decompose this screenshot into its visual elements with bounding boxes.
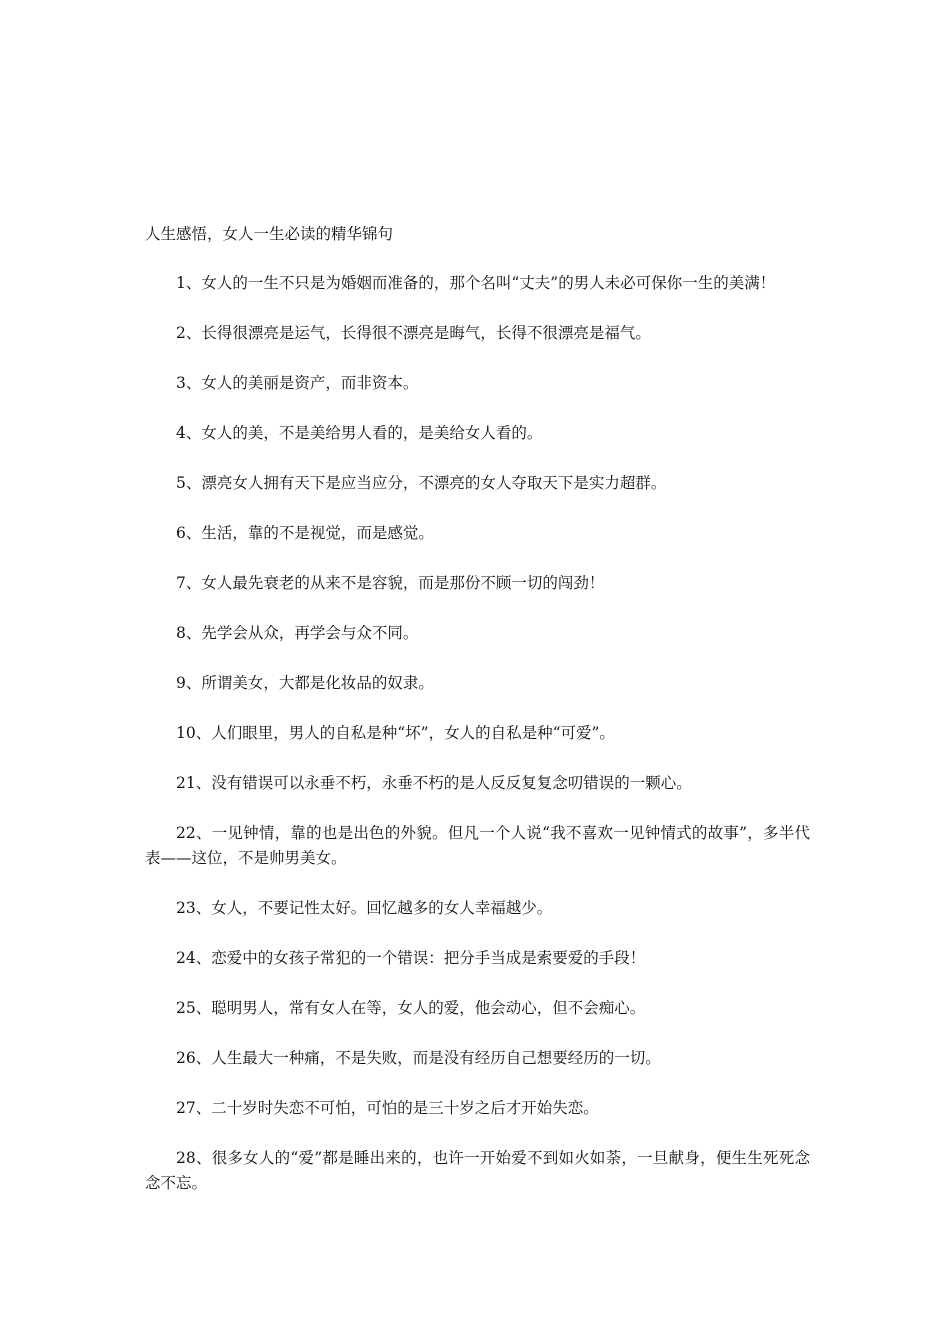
quote-item-27: 27、二十岁时失恋不可怕，可怕的是三十岁之后才开始失恋。 (176, 1099, 599, 1117)
quote-item-24: 24、恋爱中的女孩子常犯的一个错误：把分手当成是索要爱的手段！ (176, 949, 646, 967)
quote-item-23: 23、女人，不要记性太好。回忆越多的女人幸福越少。 (176, 899, 553, 917)
quote-item-10: 10、人们眼里，男人的自私是种“坏”，女人的自私是种“可爱”。 (176, 724, 615, 742)
quote-item-5: 5、漂亮女人拥有天下是应当应分，不漂亮的女人夺取天下是实力超群。 (176, 474, 667, 492)
quote-item-28: 28、很多女人的“爱”都是睡出来的，也许一开始爱不到如火如荼，一旦献身，便生生死死念念不忘。 (145, 1149, 810, 1192)
quote-item-8: 8、先学会从众，再学会与众不同。 (176, 624, 419, 642)
quote-item-2: 2、长得很漂亮是运气，长得很不漂亮是晦气，长得不很漂亮是福气。 (176, 324, 651, 342)
document-title: 人生感悟，女人一生必读的精华锦句 (145, 225, 394, 243)
quote-item-3: 3、女人的美丽是资产，而非资本。 (176, 374, 419, 392)
quote-item-6: 6、生活，靠的不是视觉，而是感觉。 (176, 524, 434, 542)
quote-item-7: 7、女人最先衰老的从来不是容貌，而是那份不顾一切的闯劲！ (176, 574, 605, 592)
quote-item-1: 1、女人的一生不只是为婚姻而准备的，那个名叫“丈夫”的男人未必可保你一生的美满！ (176, 274, 776, 292)
quote-item-21: 21、没有错误可以永垂不朽，永垂不朽的是人反反复复念叨错误的一颗心。 (176, 774, 692, 792)
document-body (145, 222, 810, 1221)
quote-item-4: 4、女人的美，不是美给男人看的，是美给女人看的。 (176, 424, 543, 442)
quote-item-9: 9、所谓美女，大都是化妆品的奴隶。 (176, 674, 434, 692)
quote-item-26: 26、人生最大一种痛，不是失败，而是没有经历自己想要经历的一切。 (176, 1049, 661, 1067)
quote-item-25: 25、聪明男人，常有女人在等，女人的爱，他会动心，但不会痴心。 (176, 999, 646, 1017)
quote-item-22: 22、一见钟情，靠的也是出色的外貌。但凡一个人说“我不喜欢一见钟情式的故事”，多半代表——这位，不是帅男美女。 (145, 824, 810, 867)
